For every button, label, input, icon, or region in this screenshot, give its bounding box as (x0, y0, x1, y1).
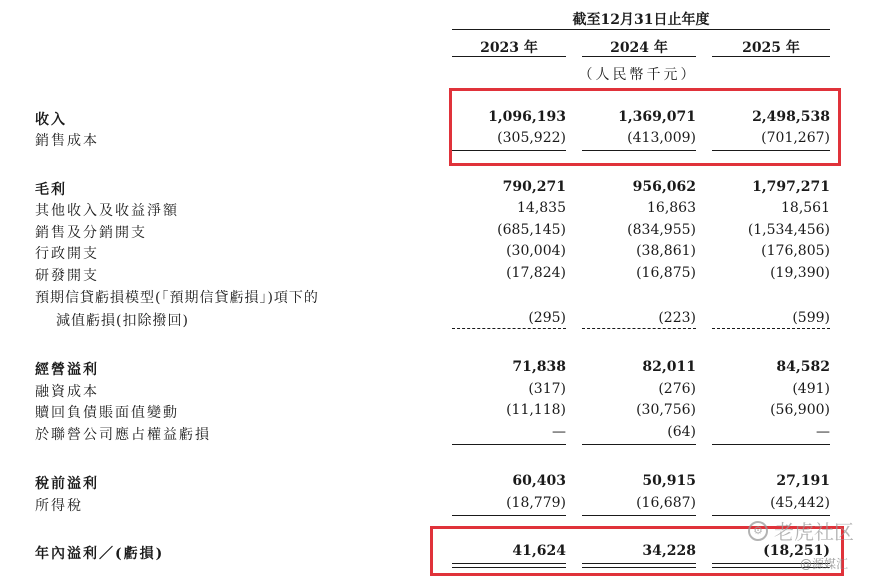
year-rule-2023 (452, 56, 566, 57)
currency-unit: （人民幣千元） (578, 67, 698, 83)
row-label-profit-before-tax: 稅前溢利 (35, 476, 99, 492)
cell-other-income-2023: 14,835 (517, 200, 566, 216)
year-rule-2025 (712, 56, 830, 57)
tiger-watermark (748, 516, 854, 545)
row-label-gross-profit: 毛利 (35, 182, 67, 198)
cell-selling-expenses-2023: (685,145) (497, 222, 566, 238)
row-label-profit-for-year: 年內溢利／(虧損) (35, 546, 165, 562)
cell-admin-expenses-2025: (176,805) (761, 243, 830, 259)
cell-admin-expenses-2023: (30,004) (506, 243, 566, 259)
cell-revenue-2025: 2,498,538 (752, 109, 830, 125)
year-2024-header: 2024 年 (610, 40, 668, 56)
cell-operating-profit-2024: 82,011 (642, 359, 696, 375)
source-watermark: @源媒汇 (800, 557, 849, 571)
cell-selling-expenses-2024: (834,955) (627, 222, 696, 238)
cell-gross-profit-2025: 1,797,271 (752, 179, 830, 195)
dashed-rule-2025 (712, 328, 830, 329)
row-label-cost-of-sales: 銷售成本 (35, 133, 99, 149)
cell-income-tax-2023: (18,779) (506, 495, 566, 511)
cell-profit-for-year-2023: 41,624 (512, 543, 566, 559)
cell-cost-of-sales-2023: (305,922) (497, 130, 566, 146)
row-label-ecl-line1: 預期信貸虧損模型(「預期信貸虧損」)項下的 (35, 290, 319, 306)
cell-selling-expenses-2025: (1,534,456) (747, 222, 830, 238)
cell-redemption-liability-2025: (56,900) (770, 402, 830, 418)
cell-rd-expenses-2023: (17,824) (506, 265, 566, 281)
row-label-selling-expenses: 銷售及分銷開支 (35, 225, 147, 241)
tiger-watermark-text: 老虎社区 (774, 520, 854, 544)
cell-redemption-liability-2023: (11,118) (506, 402, 566, 418)
cell-ecl-2023: (295) (528, 310, 566, 326)
row-label-admin-expenses: 行政開支 (35, 246, 99, 262)
cell-finance-costs-2024: (276) (658, 381, 696, 397)
cell-gross-profit-2023: 790,271 (502, 179, 566, 195)
cell-finance-costs-2023: (317) (528, 381, 566, 397)
tiger-logo-icon: ⚙ (748, 521, 768, 541)
row-label-other-income: 其他收入及收益淨額 (35, 203, 179, 219)
cell-associate-loss-2024: (64) (667, 424, 696, 440)
cell-profit-before-tax-2025: 27,191 (776, 473, 830, 489)
period-rule (452, 29, 830, 30)
row-label-operating-profit: 經營溢利 (35, 362, 99, 378)
row-label-income-tax: 所得稅 (35, 498, 83, 514)
row-label-associate-loss: 於聯營公司應占權益虧損 (35, 427, 211, 443)
cell-admin-expenses-2024: (38,861) (636, 243, 696, 259)
period-header: 截至12月31日止年度 (572, 12, 710, 28)
year-2023-header: 2023 年 (480, 40, 538, 56)
cell-revenue-2023: 1,096,193 (488, 109, 566, 125)
pretax-rule-2024 (582, 444, 696, 445)
cell-ecl-2024: (223) (658, 310, 696, 326)
cell-ecl-2025: (599) (792, 310, 830, 326)
row-label-rd-expenses: 研發開支 (35, 268, 99, 284)
cell-operating-profit-2023: 71,838 (512, 359, 566, 375)
cell-income-tax-2024: (16,687) (636, 495, 696, 511)
cell-redemption-liability-2024: (30,756) (636, 402, 696, 418)
cell-cost-of-sales-2025: (701,267) (761, 130, 830, 146)
year-rule-2024 (582, 56, 696, 57)
cell-other-income-2025: 18,561 (781, 200, 830, 216)
cell-associate-loss-2023: — (552, 424, 566, 440)
row-label-ecl-line2: 減值虧損(扣除撥回) (56, 313, 189, 329)
cell-rd-expenses-2024: (16,875) (636, 265, 696, 281)
cell-associate-loss-2025: — (816, 424, 830, 440)
cell-profit-before-tax-2024: 50,915 (642, 473, 696, 489)
cell-other-income-2024: 16,863 (647, 200, 696, 216)
pretax-rule-2025 (712, 444, 830, 445)
row-label-redemption-liability: 贖回負債賬面值變動 (35, 405, 179, 421)
dashed-rule-2023 (452, 328, 566, 329)
cell-cost-of-sales-2024: (413,009) (627, 130, 696, 146)
tax-rule-2023 (452, 515, 566, 516)
year-2025-header: 2025 年 (742, 40, 800, 56)
tax-rule-2024 (582, 515, 696, 516)
cell-finance-costs-2025: (491) (792, 381, 830, 397)
cell-revenue-2024: 1,369,071 (618, 109, 696, 125)
cell-rd-expenses-2025: (19,390) (770, 265, 830, 281)
cell-income-tax-2025: (45,442) (770, 495, 830, 511)
row-label-revenue: 收入 (35, 112, 67, 128)
cell-profit-before-tax-2023: 60,403 (512, 473, 566, 489)
cell-operating-profit-2025: 84,582 (776, 359, 830, 375)
cell-profit-for-year-2025: (18,251) (763, 543, 830, 559)
cell-profit-for-year-2024: 34,228 (642, 543, 696, 559)
cell-gross-profit-2024: 956,062 (632, 179, 696, 195)
pretax-rule-2023 (452, 444, 566, 445)
dashed-rule-2024 (582, 328, 696, 329)
highlight-box-revenue (449, 88, 841, 166)
row-label-finance-costs: 融資成本 (35, 384, 99, 400)
